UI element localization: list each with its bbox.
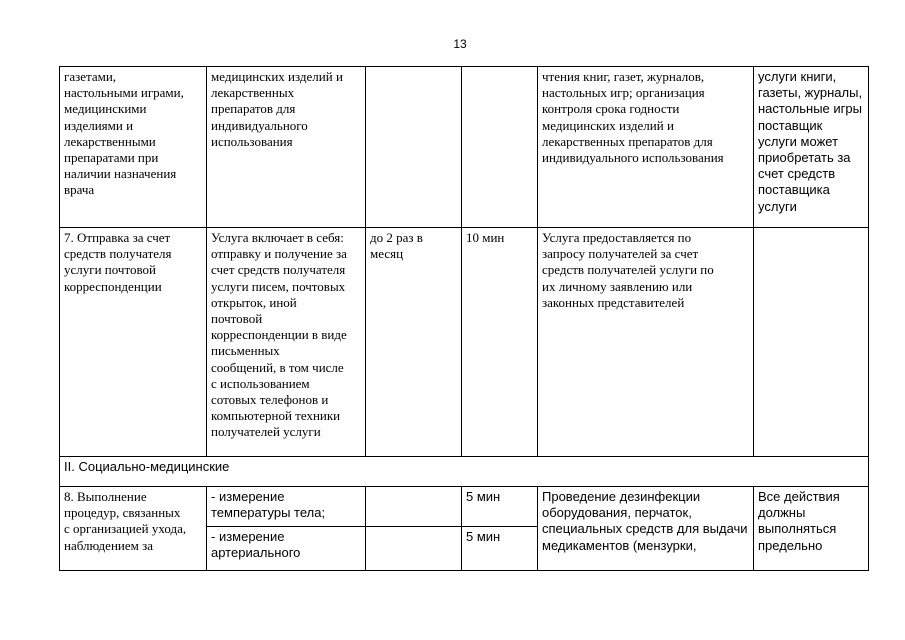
frequency-cell — [366, 67, 462, 228]
duration-cell — [462, 67, 538, 228]
service-content-cell: - измерение артериального — [207, 527, 366, 571]
notes-cell: услуги книги, газеты, журналы, настольные игры поставщик услуги может приобретать за счет средств поставщика услуги — [754, 67, 869, 228]
section-header-row — [60, 457, 869, 487]
services-table — [59, 66, 869, 571]
frequency-cell — [366, 487, 462, 527]
service-content-cell: - измерение температуры тела; — [207, 487, 366, 527]
service-name-cell: газетами, настольными играми, медицинскими изделиями и лекарственными препаратами при наличии назначения врача — [60, 67, 207, 228]
frequency-cell — [366, 527, 462, 571]
conditions-cell: Услуга предоставляется по запросу получателей за счет средств получателей услуги по их личному заявлению или законных представителей — [538, 228, 754, 457]
duration-cell: 5 мин — [462, 527, 538, 571]
duration-cell: 10 мин — [462, 228, 538, 457]
service-name-cell: 7. Отправка за счет средств получателя услуги почтовой корреспонденции — [60, 228, 207, 457]
service-name-cell: 8. Выполнение процедур, связанных с организацией ухода, наблюдением за — [60, 487, 207, 571]
page-number: 13 — [453, 37, 467, 51]
table-row-service-8 — [60, 487, 869, 527]
service-content-cell: Услуга включает в себя: отправку и получение за счет средств получателя услуги писем, почтовых открыток, иной почтовой корреспонденции в виде письменных сообщений, в том числе с использованием сотовых телефонов и компьютерной техники получателей услуги — [207, 228, 366, 457]
service-content-cell: медицинских изделий и лекарственных препаратов для индивидуального использования — [207, 67, 366, 228]
notes-cell: Все действия должны выполняться предельно — [754, 487, 869, 571]
conditions-cell: чтения книг, газет, журналов, настольных игр; организация контроля срока годности медицинских изделий и лекарственных препаратов для индивидуального использования — [538, 67, 754, 228]
duration-cell: 5 мин — [462, 487, 538, 527]
frequency-cell: до 2 раз в месяц — [366, 228, 462, 457]
notes-cell — [754, 228, 869, 457]
table-row-service-7 — [60, 228, 869, 457]
table-row-continued — [60, 67, 869, 228]
section-title: II. Социально-медицинские — [60, 457, 869, 487]
conditions-cell: Проведение дезинфекции оборудования, перчаток, специальных средств для выдачи медикаментов (мензурки, — [538, 487, 754, 571]
